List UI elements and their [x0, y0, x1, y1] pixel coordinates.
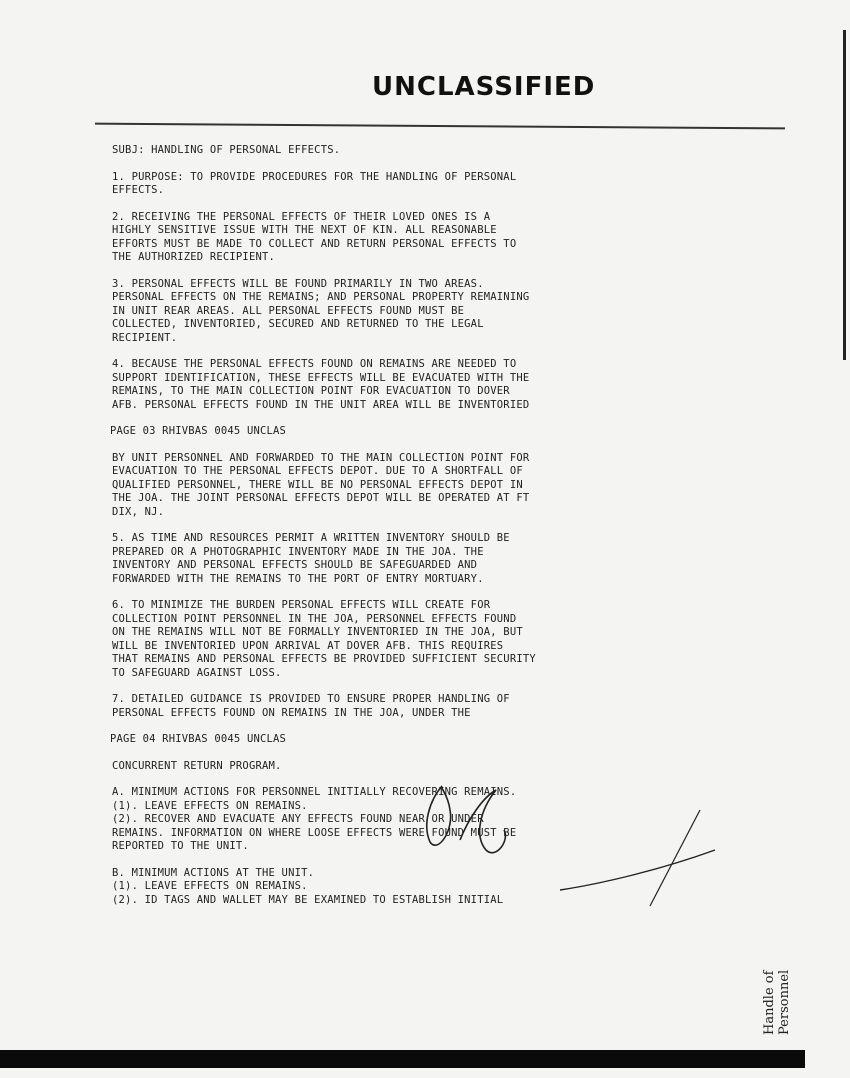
page-edge-mark	[843, 30, 846, 360]
text-line: HIGHLY SENSITIVE ISSUE WITH THE NEXT OF KIN. ALL REASONABLE	[112, 224, 497, 236]
paragraph	[112, 532, 652, 586]
text-line: SUPPORT IDENTIFICATION, THESE EFFECTS WILL BE EVACUATED WITH THE	[112, 371, 530, 384]
text-line: EFFECTS.	[112, 184, 165, 196]
paragraph	[112, 144, 652, 158]
text-line: FORWARDED WITH THE REMAINS TO THE PORT OF ENTRY MORTUARY.	[112, 572, 484, 585]
text-line: RECIPIENT.	[112, 331, 178, 344]
text-line: PREPARED OR A PHOTOGRAPHIC INVENTORY MADE IN THE JOA. THE	[112, 545, 484, 558]
text-line: PERSONAL EFFECTS ON THE REMAINS; AND PERSONAL PROPERTY REMAINING	[112, 291, 530, 303]
side-label: Handle of Personnel	[762, 969, 792, 1035]
text-line: AFB. PERSONAL EFFECTS FOUND IN THE UNIT AREA WILL BE INVENTORIED	[112, 398, 530, 411]
text-line: (1). LEAVE EFFECTS ON REMAINS.	[112, 799, 308, 812]
text-line: IN UNIT REAR AREAS. ALL PERSONAL EFFECTS FOUND MUST BE	[112, 304, 465, 317]
text-line: 2. RECEIVING THE PERSONAL EFFECTS OF THEIR LOVED ONES IS A	[112, 210, 491, 223]
paragraph	[112, 358, 652, 412]
paragraph	[112, 693, 652, 720]
text-line: REMAINS. INFORMATION ON WHERE LOOSE EFFECTS WERE FOUND MUST BE	[112, 826, 517, 839]
text-line: 5. AS TIME AND RESOURCES PERMIT A WRITTEN INVENTORY SHOULD BE	[112, 532, 510, 544]
text-line: WILL BE INVENTORIED UPON ARRIVAL AT DOVER AFB. THIS REQUIRES	[112, 639, 504, 652]
text-line: SUBJ: HANDLING OF PERSONAL EFFECTS.	[112, 144, 341, 156]
classification-stamp: UNCLASSIFIED	[372, 72, 596, 102]
text-line: PAGE 03 RHIVBAS 0045 UNCLAS	[110, 425, 287, 437]
text-line: (2). RECOVER AND EVACUATE ANY EFFECTS FOUND NEAR OR UNDER	[112, 813, 484, 825]
text-line: 7. DETAILED GUIDANCE IS PROVIDED TO ENSURE PROPER HANDLING OF	[112, 693, 510, 705]
text-line: QUALIFIED PERSONNEL, THERE WILL BE NO PERSONAL EFFECTS DEPOT IN	[112, 478, 523, 491]
text-line: THE AUTHORIZED RECIPIENT.	[112, 251, 276, 263]
header-rule	[95, 123, 785, 130]
text-line: TO SAFEGUARD AGAINST LOSS.	[112, 666, 282, 679]
paragraph	[112, 452, 652, 520]
text-line: INVENTORY AND PERSONAL EFFECTS SHOULD BE SAFEGUARDED AND	[112, 559, 478, 571]
paragraph	[112, 278, 652, 346]
text-line: (1). LEAVE EFFECTS ON REMAINS.	[112, 880, 308, 892]
paragraph	[112, 171, 652, 198]
handwritten-page-number-mark	[400, 780, 720, 910]
text-line: DIX, NJ.	[112, 505, 165, 518]
text-line: ON THE REMAINS WILL NOT BE FORMALLY INVENTORIED IN THE JOA, BUT	[112, 626, 523, 638]
paragraph	[112, 599, 652, 680]
text-line: B. MINIMUM ACTIONS AT THE UNIT.	[112, 866, 315, 879]
text-line: REPORTED TO THE UNIT.	[112, 840, 249, 852]
text-line: 3. PERSONAL EFFECTS WILL BE FOUND PRIMARILY IN TWO AREAS.	[112, 277, 484, 290]
text-line: THE JOA. THE JOINT PERSONAL EFFECTS DEPOT WILL BE OPERATED AT FT	[112, 492, 530, 504]
page-header-line	[110, 425, 652, 439]
text-line: PAGE 04 RHIVBAS 0045 UNCLAS	[110, 733, 287, 745]
scan-bottom-bar	[0, 1050, 805, 1068]
text-line: EVACUATION TO THE PERSONAL EFFECTS DEPOT. DUE TO A SHORTFALL OF	[112, 465, 523, 477]
text-line: 4. BECAUSE THE PERSONAL EFFECTS FOUND ON REMAINS ARE NEEDED TO	[112, 358, 517, 370]
text-line: (2). ID TAGS AND WALLET MAY BE EXAMINED TO ESTABLISH INITIAL	[112, 893, 504, 906]
text-line: EFFORTS MUST BE MADE TO COLLECT AND RETURN PERSONAL EFFECTS TO	[112, 237, 517, 250]
text-line: BY UNIT PERSONNEL AND FORWARDED TO THE MAIN COLLECTION POINT FOR	[112, 451, 530, 464]
paragraph	[112, 760, 652, 774]
text-line: THAT REMAINS AND PERSONAL EFFECTS BE PROVIDED SUFFICIENT SECURITY	[112, 653, 536, 665]
text-line: 1. PURPOSE: TO PROVIDE PROCEDURES FOR THE HANDLING OF PERSONAL	[112, 170, 517, 183]
page-header-line	[110, 733, 652, 747]
text-line: COLLECTION POINT PERSONNEL IN THE JOA, PERSONNEL EFFECTS FOUND	[112, 612, 517, 625]
text-line: PERSONAL EFFECTS FOUND ON REMAINS IN THE JOA, UNDER THE	[112, 706, 471, 719]
paragraph	[112, 211, 652, 265]
text-line: A. MINIMUM ACTIONS FOR PERSONNEL INITIALLY RECOVERING REMAINS.	[112, 786, 517, 798]
text-line: 6. TO MINIMIZE THE BURDEN PERSONAL EFFECTS WILL CREATE FOR	[112, 599, 491, 611]
text-line: CONCURRENT RETURN PROGRAM.	[112, 759, 282, 772]
text-line: REMAINS, TO THE MAIN COLLECTION POINT FOR EVACUATION TO DOVER	[112, 385, 510, 397]
text-line: COLLECTED, INVENTORIED, SECURED AND RETURNED TO THE LEGAL	[112, 318, 484, 330]
